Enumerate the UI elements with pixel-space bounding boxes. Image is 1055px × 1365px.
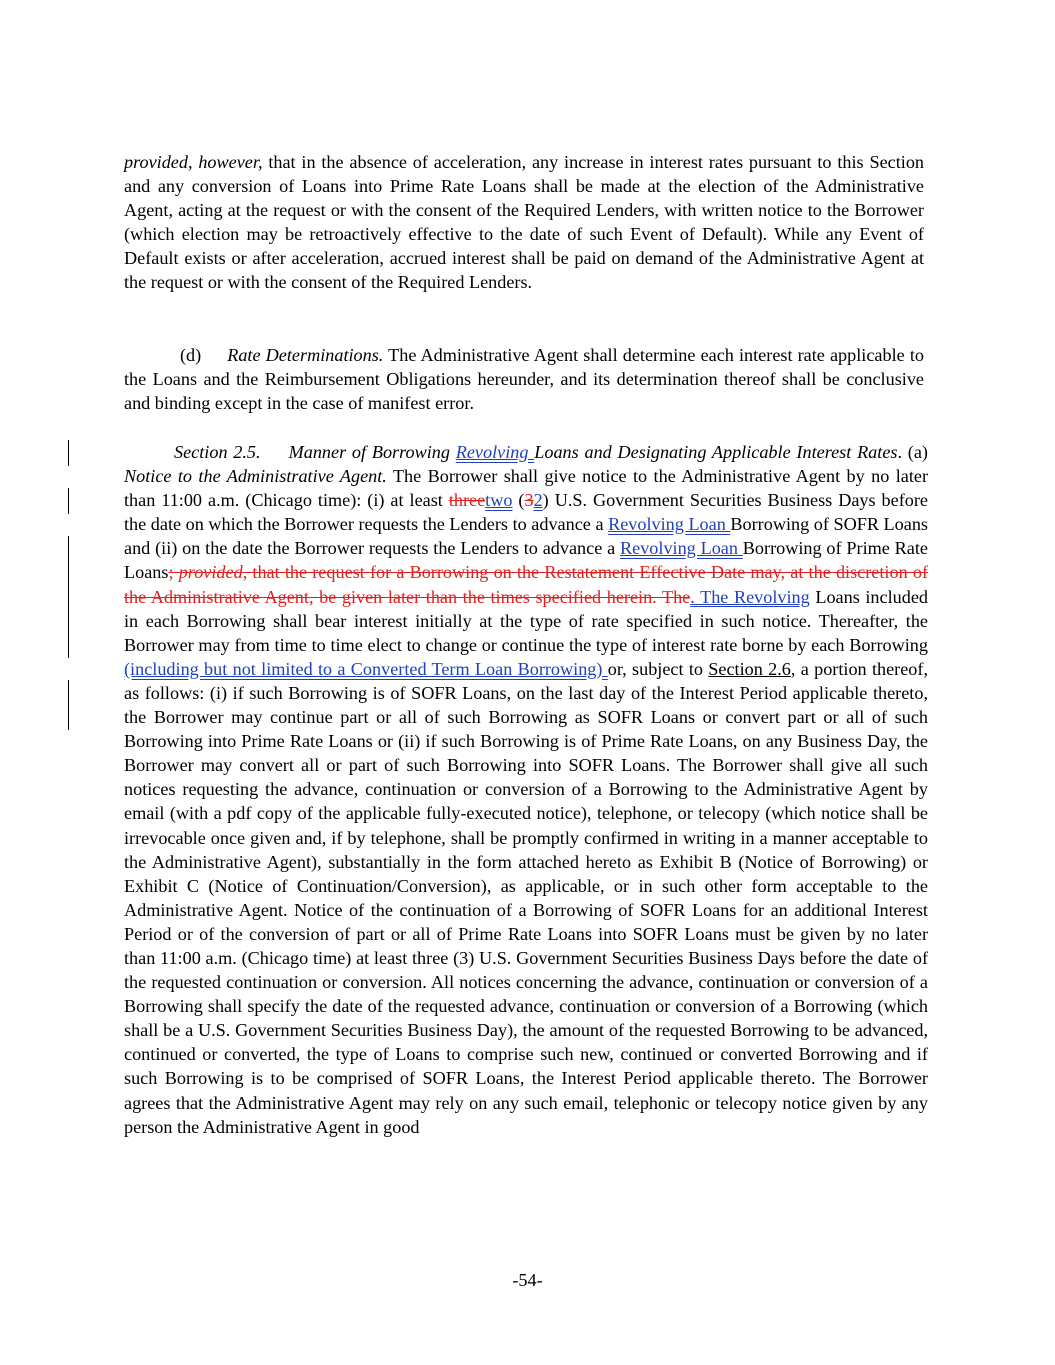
inserted-revolving-loan: Revolving Loan xyxy=(608,514,731,535)
clause-heading: Rate Determinations. xyxy=(227,345,384,365)
deleted-restatement-clause: , that the request for a Borrowing on the Restatement Effective Date may, at the discretion of the Administrative Agent, be given later than the times specified herein. The xyxy=(124,562,928,607)
inserted-converted-term-loan: (including but not limited to a Converted Term Loan Borrowing) xyxy=(124,658,608,679)
section-2-5 xyxy=(124,440,928,1139)
deleted-semicolon: ; xyxy=(168,562,174,583)
deleted-three: three xyxy=(448,490,486,511)
inserted-revolving-loan: Revolving Loan xyxy=(620,538,743,559)
section-text: ) U.S. Government Securities Business Days before the date on which the Borrower requests the Lenders to advance a xyxy=(124,490,928,535)
proviso-text: that in the absence of acceleration, any increase in interest rates pursuant to this Section and any conversion of Loans into Prime Rate Loans shall be made at the election of the Administrative Agent, acting at the request or with the consent of the Required Lenders, with written notice to the Borrower (which election may be retroactively effective to the date of such Event of Default). While any Event of Default exists or after acceleration, accrued interest shall be paid on demand of the Administrative Agent at the request or with the consent of the Required Lenders. xyxy=(124,152,925,293)
section-text: Borrowing of SOFR Loans and (ii) on the date the Borrower requests the Lenders to advance a xyxy=(124,514,929,559)
clause-label: (d) xyxy=(180,345,202,365)
clause-text: The Administrative Agent shall determine each interest rate applicable to the Loans and the Reimbursement Obligations hereunder, and its determination thereof shall be conclusive and binding except in the case of manifest error. xyxy=(124,345,924,414)
paragraph-proviso xyxy=(124,150,924,295)
section-text: The Borrower shall give notice to the Administrative Agent by no later than 11:00 a.m. (Chicago time): (i) at least xyxy=(124,466,929,511)
section-2-6-reference: Section 2.6 xyxy=(708,658,791,679)
inserted-the-revolving: . The Revolving xyxy=(690,586,810,607)
section-text: or, subject to xyxy=(607,658,709,679)
inserted-2: 2 xyxy=(533,490,543,511)
subsection-label: (a) xyxy=(907,442,928,462)
deleted-3: 3 xyxy=(524,490,534,511)
page-number: -54- xyxy=(512,1270,543,1290)
change-bar xyxy=(68,488,69,514)
section-text: Borrowing of Prime Rate Loans xyxy=(124,538,928,583)
inserted-two: two xyxy=(485,490,513,511)
section-title-b: Loans and Designating Applicable Interest Rates xyxy=(534,442,898,462)
section-number: Section 2.5. xyxy=(174,442,261,462)
deleted-provided: provided xyxy=(178,562,243,583)
change-bar xyxy=(68,680,69,730)
section-title-end: . xyxy=(897,442,908,462)
section-text: , a portion thereof, as follows: (i) if such Borrowing is of SOFR Loans, on the last day of the Interest Period applicable thereto, the Borrower may continue part or all of such Borrowing as SOFR Loans or convert part or all of such Borrowing into Prime Rate Loans or (ii) if such Borrowing is of Prime Rate Loans, on any Business Day, the Borrower may convert all or part of such Borrowing into SOFR Loans. The Borrower shall give all such notices requesting the advance, continuation or conversion of a Borrowing to the Administrative Agent by email (with a pdf copy of the applicable fully-executed notice), telephone, or telecopy (which notice shall be irrevocable once given and, if by telephone, shall be promptly confirmed in writing in a manner acceptable to the Administrative Agent), substantially in the form attached hereto as Exhibit B (Notice of Borrowing) or Exhibit C (Notice of Continuation/Conversion), as applicable, or in such other form acceptable to the Administrative Agent. Notice of the continuation of a Borrowing of SOFR Loans for an additional Interest Period or of the conversion of part or all of Prime Rate Loans into SOFR Loans must be given by no later than 11:00 a.m. (Chicago time) at least three (3) U.S. Government Securities Business Days before the date of the requested continuation or conversion. All notices concerning the advance, continuation or conversion of a Borrowing shall specify the date of the requested advance, continuation or conversion of a Borrowing (which shall be a U.S. Government Securities Business Day), the amount of the requested Borrowing to be advanced, continued or converted, the type of Loans to comprise such new, continued or converted Borrowing and if such Borrowing is to be comprised of SOFR Loans, the Interest Period applicable thereto. The Borrower agrees that the Administrative Agent may rely on any such email, telephonic or telecopy notice given by any person the Administrative Agent in good xyxy=(124,658,928,1137)
inserted-revolving-title: Revolving xyxy=(455,442,535,462)
section-text: Loans included in each Borrowing shall bear interest initially at the type of rate specified in such notice. Thereafter, the Borrower may from time to time elect to change or continue the type of interest rate borne by each Borrowing xyxy=(124,586,928,655)
paragraph-rate-determinations xyxy=(124,343,924,415)
change-bar xyxy=(68,440,69,466)
section-title-a: Manner of Borrowing xyxy=(288,442,456,462)
section-text: ( xyxy=(512,490,525,511)
change-bar xyxy=(68,536,69,658)
subsection-heading: Notice to the Administrative Agent. xyxy=(124,466,387,487)
proviso-intro: provided, however, xyxy=(124,152,263,172)
